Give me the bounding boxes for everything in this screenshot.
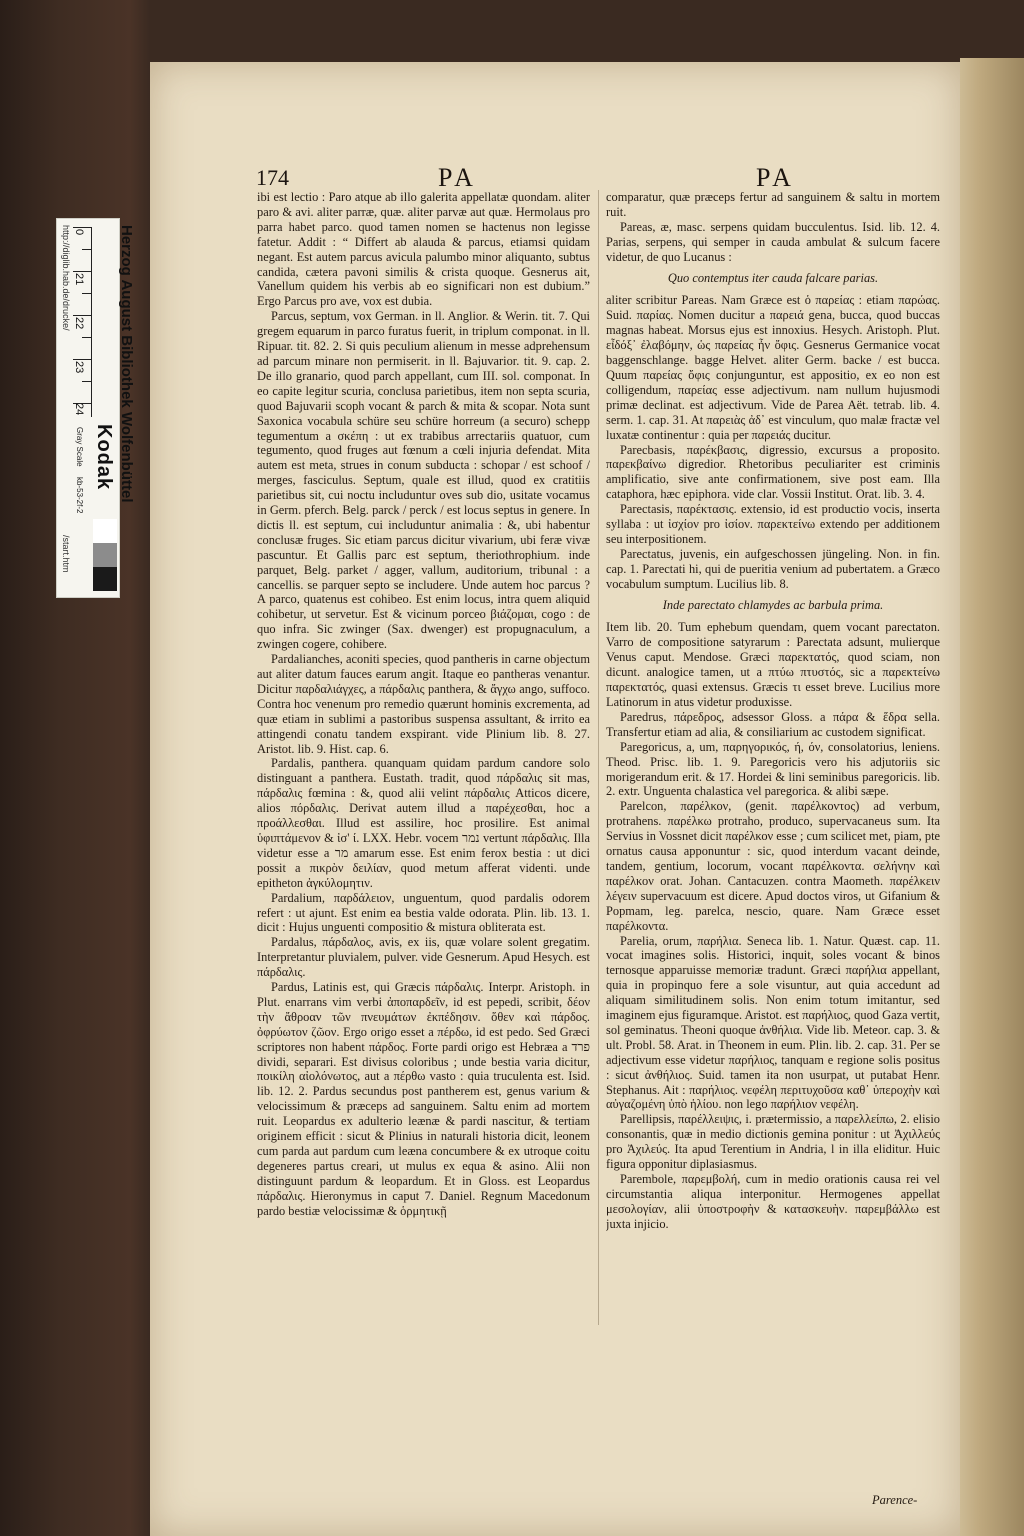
ruler-label: 23 [73, 361, 85, 374]
ruler-label: 22 [73, 317, 85, 330]
catchword: Parence- [872, 1493, 918, 1507]
right-paragraph: Parectasis, παρέκτασις. extensio, id est productio vocis, inserta syllaba : ut ἰσχίον pro ἰσίον. παρεκτείνω extendo per additionem seu interpositionem. [606, 502, 940, 546]
kodak-color-target [56, 218, 135, 598]
ruler-label: 0 [73, 229, 85, 236]
running-head-left: PA [438, 163, 477, 192]
right-paragraph: Parelcon, παρέλκον, (genit. παρέλκοντος) ad verbum, protrahens. παρέλκω protraho, produco, supervacaneus sum. Ita Servius in Vossnet dicit παρέλκον esse ; cum scilicet met, piam, pte ornatus causa apponuntur : sic, quod interdum vacant deinde, tandem, gentium, locorum, vocant παρέλκοντα. σελήνην καὶ παρέλκον orat. Johan. Cantacuzen. contra Maometh. παρέλκειν λέγειν supervacuum est dicere. Apud doctos viros, ut Gifanium & Popmam, leg. parelca, nescio, quare. Nam Græce esset παρέλκοντα. [606, 799, 940, 933]
running-header [256, 163, 936, 191]
page-number: 174 [256, 165, 289, 190]
right-paragraph: Paredrus, πάρεδρος, adsessor Gloss. a πάρα & ἕδρα sella. Transfertur etiam ad alia, & consiliarium ac custodem significat. [606, 709, 940, 739]
right-paragraph: Parembole, παρεμβολή, cum in medio orationis causa rei vel circumstantia aliqua interponitur. Hermogenes appellat μεσολογίαν, alii ὑποστροφὴν & κατασκευὴν. παρεμβάλλω est juxta injicio. [606, 1172, 940, 1231]
scale-ruler [73, 227, 92, 417]
right-paragraph: Parellipsis, παρέλλειψις, i. prætermissio, a παρελλείπω, 2. elisio consonantis, quæ in medio dictionis gemina ponitur : ut Ἀχιλλεύς pro Ἀχιλεύς. Ita apud Terentium in Andria, l in illa eliditur. Huic figura opponitur diplasiasmus. [606, 1112, 940, 1172]
column-divider [598, 190, 599, 1325]
gray-patches [93, 519, 117, 591]
verse-quotation: Quo contemptus iter cauda falcare parias. [667, 270, 879, 285]
right-paragraph: Parectatus, juvenis, ein aufgeschossen jüngeling. Non. in fin. cap. 1. Parectati hi, qui de pueritia venium ad pubertatem. a Græco vocabulum sumptum. Lucilius lib. 8. [606, 546, 940, 591]
library-url: http://diglib.hab.de/drucke/ [61, 225, 71, 331]
gray-patch [93, 519, 117, 543]
right-paragraph: Item lib. 20. Tum ephebum quendam, quem vocant parectaton. Varro de compositione satyrarum : Parectata adsunt, mulierque Venus caput. Mendose. Græci παρεκτατός, quod sciam, non dicunt. analogice tamen, ut a πτύω πτυστός, sic a παρεκτείνω παρεκτατός, quasi extensus. Græcis τι esset breve. Lucilius more Latinorum in atus videtur produxisse. [606, 620, 940, 709]
start-path: /start.htm [61, 535, 71, 573]
verse-quotation: Inde parectato chlamydes ac barbula prima. [662, 597, 884, 612]
ruler-label: 21 [73, 273, 85, 286]
gray-patch [93, 543, 117, 567]
left-paragraph: Pardalis, panthera. quanquam quidam pardum candore solo distinguant a panthera. Eustath. tradit, quod πάρδαλις sit mas, πάρδαλις fœmina : &, quod alii velint πάρδαλις Atticos dicere, alios πόρδαλις. Derivat autem illud a παρέχεσθαι, hoc a προάλλεσθαι. Illud est assilire, hoc prosilire. Est animal ὑφιπτάμενον & ἰσ' ί. LXX. Hebr. vocem נמר vertunt πάρδαλις. Illa videtur esse a מר amarum esse. Est enim ferox bestia : ut dici possit a πικρὸν δειλίαν, quod metum afferat videnti. unde epitheton ἀγκύλομητιν. [257, 756, 590, 890]
left-paragraph: Pardus, Latinis est, qui Græcis πάρδαλις. Interpr. Aristoph. in Plut. enarrans vim verbi ἀποπαρδεῖν, id est pepedi, scribit, δέον τὴν ἄθροαν τῶν πνευμάτων ἐκπέδησιν. ὅθεν καὶ πάρδος. ὀφρύωτον ζῶον. Ergo origo esset a πέρδω, id est pedo. Sed Græci scriptores non habent πάρδος. Forte pardi origo est Hebræa a פרד dividi, separari. Est divisus coloribus ; unde bestia varia dicitur, ποικίλη αἰολόνωτος, aut a πέρθω vasto : quia truculenta est. Isid. lib. 12. 2. Pardus secundus post pantherem est, genus varium & velocissimum & præceps ad sanguinem. Saltu enim ad mortem ruit. Leopardus ex adulterio leænæ & pardi nascitur, & tertiam originem efficit : sicut & Plinius in naturali historia dicit, leonem cum parda aut pardum cum leæna concumbere & ex utroque coitu degeneres partus creari, ut mulus ex equa & asino. Alii non distinguunt pardum & leopardum. Et in Gloss. est Leopardus πάρδαλις. Hieronymus in caput 7. Daniel. Regnum Macedonum pardo bestiæ velocissimæ & ὁρμητικῇ [257, 980, 590, 1218]
gray-patch [93, 567, 117, 591]
right-paragraph: comparatur, quæ præceps fertur ad sanguinem & saltu in mortem ruit. [606, 190, 940, 219]
running-head-right: PA [756, 163, 795, 192]
left-paragraph: Parcus, septum, vox German. in ll. Anglior. & Werin. tit. 7. Qui gregem equarum in parco furatus fuerit, in triplum componat. in ll. Ripuar. tit. 82. 2. Si quis peculium alienum in messe adprehensum ad parcum minare non permiserit. in ll. Bajuvarior. tit. 9. cap. 2. De illo granario, quod parch appellant, cum III. sol. componat. In eo capite legitur scuria, conclusa parietibus, item non septa scuria, quod Bajuvarii scoph vocant & parch & mita & scopar. Nota sunt Saxonica vocabula schüre seu schüre horreum (a securo) schepp tegumentum a σκέπη : ut ex trabibus arrectariis quatuor, cum tegumento, quod fruges aut fœnum a cœli injuria defendat. Mita autem est meta, strues in conum subducta : schopar / est schoof / merges, fasciculus. Septum, quale est illud, quod ex cratitiis parietibus sit, cui noctu includuntur oves sub dio, usitate vocamus in Germ. pferch. Belg. parck / perck / est locus septus in genere. In dictis ll. est septum, cui includuntur animalia : &, ubi habentur conclusæ fruges. Sic etiam parcus dicitur vivarium, ubi feræ vivæ pascuntur. Et Gallis parc est septum, theriothrophium. inde parquet, Belg. parket / agger, vallum, auditorium, tribunal : a cancellis. se parquer septo se includere. Unde autem hoc parcus ? A parco, quatenus est cohibeo. Est enim locus, intra quem aliquid cohibetur, ut servetur. Est & vicinum porceo βιάζομαι, cogo : de quo infra. Sic zwinger (Sax. dwenger) est propugnaculum, a zwingen cogere, cohibere. [257, 309, 590, 652]
left-paragraph: Pardalium, παρδάλειον, unguentum, quod pardalis odorem refert : ut ajunt. Est enim ea bestia valde odorata. Plin. lib. 13. 1. dicit : Hujus unguenti compositio & mistura obliterata est. [257, 890, 590, 935]
facing-page-edge [960, 58, 1024, 1536]
right-paragraph: Parecbasis, παρέκβασις, digressio, excursus a proposito. παρεκβαίνω digredior. Rhetoribus peculiariter est criminis amplificatio, sive ante confirmationem, sive post eam. Illa cataphora, hæc epiphora. vide clar. Vossii Institut. Orat. lib. 3. 4. [606, 442, 940, 502]
right-paragraph: Paregoricus, a, um, παρηγορικός, ή, όν, consolatorius, leniens. Theod. Prisc. lib. 1. 9. Paregoricis vero his adjutoriis sic morigerandum erit. & 17. Hordei & lini seminibus paregoricis. lib. 2. extr. Unguenta chalastica vel paregorica. & alibi sæpe. [606, 739, 940, 799]
right-paragraph: aliter scribitur Pareas. Nam Græce est ὁ παρείας : etiam παρώας. Suid. παρίας. Nomen ducitur a παρειά gena, bucca, quod buccas magnas habeat. Morsus ejus est innoxius. Hesych. Aristoph. Plut. εἶδόξ᾽ ἐλαβόμην, ὡς παρείας ἦν ὄφις. Gesnerus Germanice vocat baggenschlange. bagge Helvet. aliter Germ. backe / est bucca. Quum παρείας ὄφις conjunguntur, est appositio, ex eo non est colligendum, παρείας esse adjectivum. nam nullum hujusmodi primæ declinat. est adjectivum. Vide de Parea Aët. tetrab. lib. 4. serm. 1. cap. 31. At παρειὰς ἀδ᾽ est vinculum, quo malæ fractæ vel luxatæ continentur : quia per παρειάς ducitur. [606, 293, 940, 442]
target-code: kb-53-2f-2 [75, 477, 84, 514]
library-name: Herzog August Bibliothek Wolfenbüttel [118, 225, 135, 503]
kodak-logo: Kodak [93, 424, 115, 491]
ruler-label: 24 [73, 403, 85, 416]
right-paragraph: Pareas, æ, masc. serpens quidam bucculentus. Isid. lib. 12. 4. Parias, serpens, qui semper in cauda ambulat & sulcum facere videtur, de quo Lucanus : [606, 219, 940, 264]
left-paragraph: Pardalus, πάρδαλος, avis, ex iis, quæ volare solent gregatim. Interpretantur pluvialem, pulver. vide Gesnerum. Apud Hesych. est πάρδαλις. [257, 935, 590, 980]
left-paragraph: ibi est lectio : Paro atque ab illo galerita appellatæ quondam. aliter paro & avi. aliter parræ, quæ. aliter parvæ aut quæ. Hermolaus pro parra habet parco. quod tamen nomen se hactenus non legisse fatetur. Addit : “ Differt ab alauda & parcus, etiamsi quidam negant. Est autem parcus avicula palumbo minor aliquanto, subtus candida, cætera pavoni similis & crista quoque. Gesnerus ait, Vanellum quidem his verbis ab eo significari non est dubium.” Ergo Parcus pro ave, vox est dubia. [257, 190, 590, 309]
gray-scale-label: Gray Scale [75, 427, 84, 467]
left-paragraph: Pardalianches, aconiti species, quod pantheris in carne objectum aut aliter datum fauces earum angit. Itaque eo pantheras venantur. Dicitur παρδαλιάγχες, a πάρδαλις panthera, & ἄγχω ango, suffoco. Contra hoc venenum pro remedio quærunt hominis excrementa, ad quæ etiam in sublimi a pastoribus suspensa assultant, & irrito ea attingendi conatu tandem exspirant. vide Plinium lib. 8. 27. Aristot. lib. 9. Hist. cap. 6. [257, 652, 590, 756]
left-column [257, 190, 590, 1490]
right-column [606, 190, 940, 1490]
right-paragraph: Parelia, orum, παρήλια. Seneca lib. 1. Natur. Quæst. cap. 11. vocat imagines solis. Historici, inquit, soles vocant & binos ternosque apparuisse memoriæ tradunt. Græci παρήλια appellant, quia in propinquo fere a sole visuntur, aut quia accedunt ad aliquam similitudinem solis. Non enim totum imitantur, sed imaginem ejus figuramque. Aristot. est παρήλιος, quod Gaza vertit, sol geminatus. Theoni quoque ἀνθήλια. Vide lib. Meteor. cap. 3. & ult. Probl. 58. Arat. in Theonem in eum. Plin. lib. 2. cap. 31. Per se adjectivum esse videtur παρήλιος, tanquam e regione solis positus : sicut ἀνθήλιος. Suid. tamen ita non usurpat, ut putabat Henr. Stephanus. Ait : παρήλιος. νεφέλη περιτυχοῦσα καθ᾽ ὑπεροχὴν καὶ αὐγαζομένη ὑπὸ ἡλίου. non lego παρήλιον νεφέλη. [606, 933, 940, 1112]
